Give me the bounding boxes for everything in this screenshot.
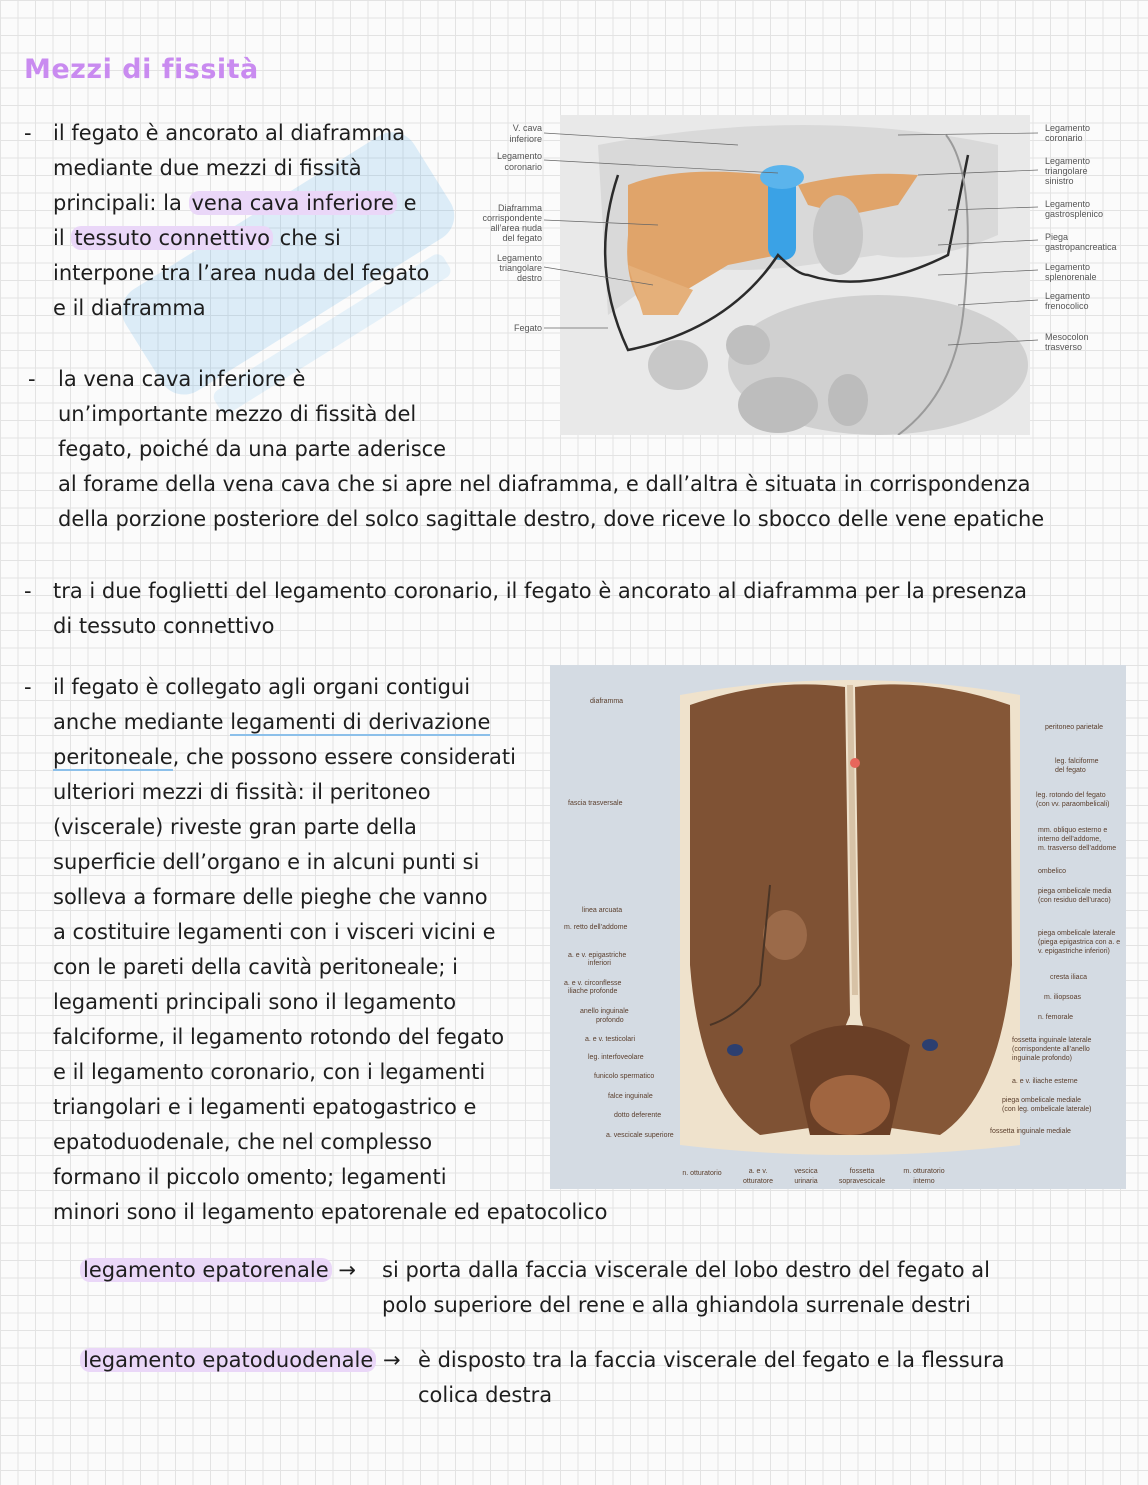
paragraph-3 [53, 574, 1113, 644]
underline-peritoneale: peritoneale [53, 745, 173, 769]
fig1-label: coronario [1045, 133, 1083, 143]
fig2-label: m. retto dell’addome [564, 924, 628, 931]
fig1-label: Piega [1045, 232, 1069, 242]
fig2-label: m. otturatorio [903, 1168, 945, 1175]
text-line: falciforme, il legamento rotondo del fegato [53, 1025, 505, 1049]
paragraph-1 [53, 116, 473, 326]
fig2-label: a. vescicale superiore [606, 1132, 674, 1139]
text-line: con le pareti della cavità peritoneale; i [53, 955, 458, 979]
fig2-label: funicolo spermatico [594, 1073, 655, 1080]
text-line: superficie dell’organo e in alcuni punti si [53, 850, 480, 874]
fig2-label: (con leg. ombelicale laterale) [1002, 1106, 1092, 1113]
fig1-label: gastrosplenico [1045, 209, 1104, 219]
fig2-label: (corrispondente all’anello [1012, 1046, 1090, 1053]
fig1-label: Legamento [496, 151, 542, 161]
fig2-label: n. otturatorio [682, 1170, 722, 1177]
fig2-label: leg. falciforme [1055, 758, 1099, 765]
fig1-label: all’area nuda [490, 223, 542, 233]
text-line: formano il piccolo omento; legamenti [53, 1165, 447, 1189]
fig2-label: iliache profonde [568, 988, 618, 995]
fig1-label: Legamento [1045, 199, 1091, 209]
text-line: mediante due mezzi di fissità [53, 156, 362, 180]
fig2-label: inferiori [588, 960, 611, 967]
text-line: anche mediante legamenti di derivazione [53, 710, 491, 734]
fig2-label: interno [913, 1178, 935, 1185]
text-line: si porta dalla faccia viscerale del lobo destro del fegato al [382, 1258, 990, 1282]
text-line: minori sono il legamento epatorenale ed epatocolico [53, 1200, 608, 1224]
fig2-label: vescica [794, 1168, 818, 1175]
fig2-label: leg. rotondo del fegato [1036, 792, 1106, 799]
text-line: interpone tra l’area nuda del fegato [53, 261, 430, 285]
fig2-label: interno dell’addome, [1038, 836, 1102, 843]
fig1-label: del fegato [502, 233, 542, 243]
fig2-label: (con residuo dell’uraco) [1038, 897, 1111, 904]
fig1-label: Legamento [1045, 262, 1091, 272]
definition-text [418, 1343, 1118, 1413]
fig1-label: coronario [504, 162, 542, 172]
fig2-label: anello inguinale [580, 1008, 629, 1015]
term-epatoduodenale: legamento epatoduodenale [80, 1348, 376, 1372]
fig1-label: trasverso [1045, 342, 1083, 352]
definition-term [80, 1253, 356, 1288]
text-line: polo superiore del rene e alla ghiandola surrenale destri [382, 1293, 971, 1317]
fig1-label: triangolare [1045, 166, 1088, 176]
fig1-label: V. cava [512, 123, 542, 133]
fig2-label: v. epigastriche inferiori) [1038, 948, 1110, 955]
fig2-label: cresta iliaca [1050, 974, 1087, 981]
text-line: il tessuto connettivo che si [53, 226, 341, 250]
text-line: colica destra [418, 1383, 553, 1407]
fig2-label: a. e v. circonflesse [564, 980, 622, 987]
arrow-icon: → [382, 1348, 401, 1372]
fig1-label: triangolare [499, 263, 542, 273]
fig1-label: Legamento [1045, 291, 1091, 301]
bullet-dash: - [24, 675, 32, 699]
fig2-label: leg. interfoveolare [588, 1054, 644, 1061]
fig2-label: mm. obliquo esterno e [1038, 827, 1108, 834]
bullet-dash: - [24, 121, 32, 145]
fig1-label: frenocolico [1045, 301, 1089, 311]
definition-text [382, 1253, 1122, 1323]
text-line: fegato, poiché da una parte aderisce [58, 437, 447, 461]
fig2-label: urinaria [794, 1178, 818, 1185]
text-line: il fegato è ancorato al diaframma [53, 121, 406, 145]
fig2-label: a. e v. iliache esterne [1012, 1078, 1078, 1085]
text-line: solleva a formare delle pieghe che vanno [53, 885, 488, 909]
text-line: a costituire legamenti con i visceri vicini e [53, 920, 496, 944]
abdominal-wall-figure [550, 665, 1126, 1189]
fig2-label: a. e v. [748, 1168, 768, 1175]
fig2-label: sopravescicale [838, 1178, 886, 1185]
fig1-label: Diaframma [497, 203, 542, 213]
fig2-label: ombelico [1038, 868, 1067, 875]
text-line: ulteriori mezzi di fissità: il peritoneo [53, 780, 431, 804]
fig1-label: Legamento [1045, 123, 1091, 133]
fig2-label: a. e v. testicolari [585, 1036, 636, 1043]
text-line: la vena cava inferiore è [58, 367, 306, 391]
text-line: peritoneale, che possono essere considerati [53, 745, 516, 769]
fig2-label: otturatore [743, 1178, 773, 1185]
paragraph-2 [58, 362, 1108, 537]
fig2-label: inguinale profondo) [1012, 1055, 1072, 1062]
fig1-label: corrispondente [482, 213, 542, 223]
fig2-label: piega ombelicale mediale [1002, 1097, 1081, 1104]
text-line: il fegato è collegato agli organi contigui [53, 675, 471, 699]
underline-legamenti: legamenti di derivazione [230, 710, 491, 734]
text-line: e il legamento coronario, con i legamenti [53, 1060, 486, 1084]
text-line: e il diaframma [53, 296, 206, 320]
text-line: (viscerale) riveste gran parte della [53, 815, 417, 839]
fig2-label: fossetta inguinale laterale [1012, 1037, 1092, 1044]
fig2-label: profondo [596, 1017, 624, 1024]
text-line: un’importante mezzo di fissità del [58, 402, 417, 426]
fig1-label: Legamento [1045, 156, 1091, 166]
fig1-label: Mesocolon [1045, 332, 1089, 342]
text-line: della porzione posteriore del solco sagittale destro, dove riceve lo sbocco delle vene epatiche [58, 507, 1045, 531]
fig2-label: n. femorale [1038, 1014, 1074, 1021]
fig2-label: peritoneo parietale [1045, 724, 1103, 731]
fig2-label: linea arcuata [582, 907, 623, 914]
highlight-tessuto-connettivo: tessuto connettivo [71, 226, 273, 250]
fig1-label: sinistro [1045, 176, 1074, 186]
highlight-vena-cava: vena cava inferiore [189, 191, 397, 215]
fig2-label: (con vv. paraombelicali) [1036, 801, 1110, 808]
definition-term [80, 1343, 401, 1378]
fig1-label: Legamento [496, 253, 542, 263]
fig2-label: fossetta inguinale mediale [990, 1128, 1071, 1135]
fig1-label: inferiore [509, 134, 542, 144]
text-line: di tessuto connettivo [53, 614, 275, 638]
fig1-label: destro [516, 273, 542, 283]
fig2-label: piega ombelicale media [1038, 888, 1112, 895]
bullet-dash: - [24, 579, 32, 603]
fig1-label: splenorenale [1045, 272, 1097, 282]
text-line: principali: la vena cava inferiore e [53, 191, 417, 215]
bullet-dash: - [28, 367, 36, 391]
fig2-label: a. e v. epigastriche [568, 952, 627, 959]
text-line: epatoduodenale, che nel complesso [53, 1130, 433, 1154]
text-line: è disposto tra la faccia viscerale del fegato e la flessura [418, 1348, 1005, 1372]
fig2-label: m. iliopsoas [1044, 994, 1081, 1001]
fig1-label: gastropancreatica [1045, 242, 1117, 252]
fig2-label: m. trasverso dell’addome [1038, 845, 1117, 852]
fig2-label: del fegato [1055, 767, 1086, 774]
fig2-label: fascia trasversale [568, 800, 623, 807]
text-line: al forame della vena cava che si apre nel diaframma, e dall’altra è situata in corrispondenza [58, 472, 1031, 496]
fig2-label: dotto deferente [614, 1112, 662, 1119]
fig2-label: diaframma [590, 698, 624, 705]
fig2-label: piega ombelicale laterale [1038, 930, 1116, 937]
text-line: tra i due foglietti del legamento coronario, il fegato è ancorato al diaframma per la presenza [53, 579, 1027, 603]
fig2-label: fossetta [849, 1168, 875, 1175]
term-epatorenale: legamento epatorenale [80, 1258, 332, 1282]
fig2-label: falce inguinale [608, 1093, 653, 1100]
text-line: triangolari e i legamenti epatogastrico e [53, 1095, 477, 1119]
fig2-label: (piega epigastrica con a. e [1038, 939, 1121, 946]
arrow-icon: → [338, 1258, 356, 1282]
fig1-label: Fegato [513, 323, 542, 333]
page-title: Mezzi di fissità [24, 54, 259, 85]
text-line: legamenti principali sono il legamento [53, 990, 457, 1014]
